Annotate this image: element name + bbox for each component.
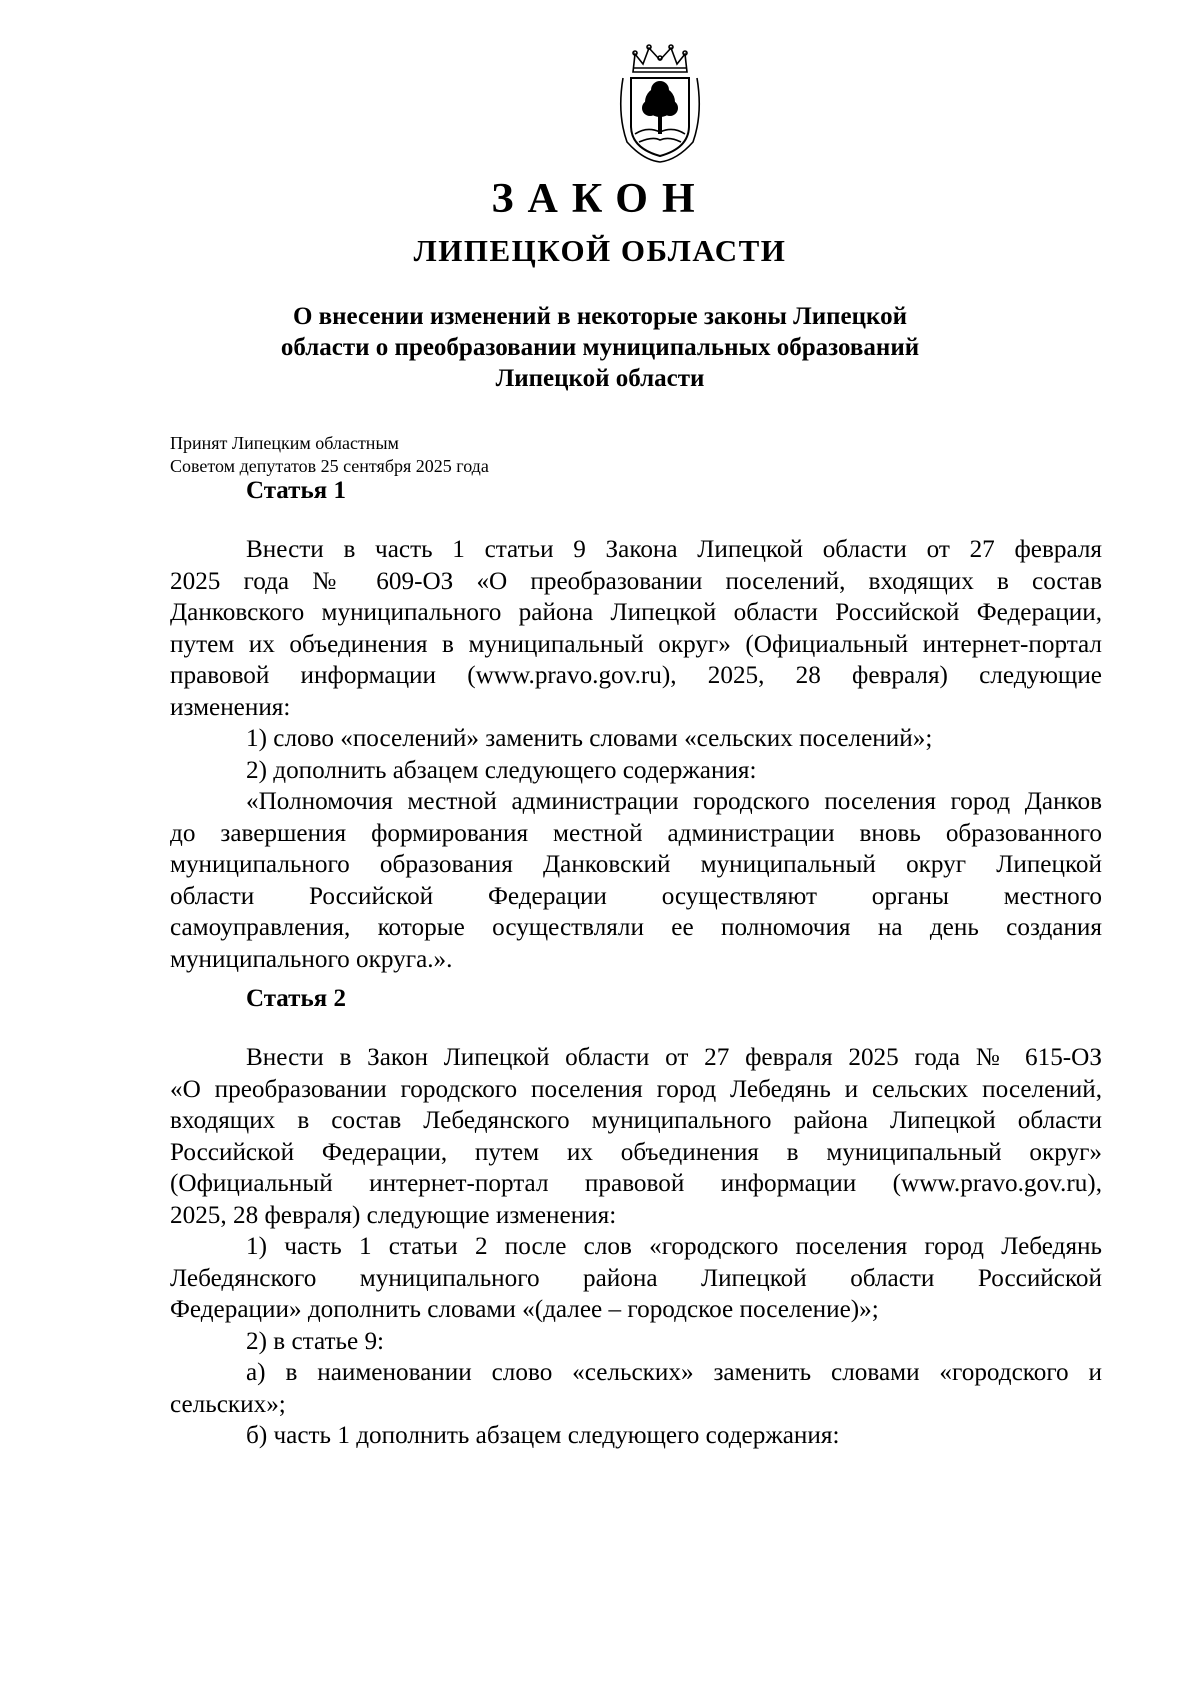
list-item: б) часть 1 дополнить абзацем следующего содержания:: [246, 1422, 840, 1449]
subject-line: области о преобразовании муниципальных образований: [280, 334, 920, 361]
text-line: Внести в Закон Липецкой области от 27 февраля 2025 года № 615-ОЗ: [246, 1044, 1102, 1071]
article-1-body: [170, 534, 1102, 975]
text-line: Федерации» дополнить словами «(далее – городское поселение)»;: [170, 1296, 879, 1323]
coat-of-arms-icon: [613, 44, 707, 164]
list-item: 2) дополнить абзацем следующего содержания:: [246, 756, 757, 784]
text-line: муниципального округа.».: [170, 945, 453, 973]
text-line: правовой информации (www.pravo.gov.ru), 2025, 28 февраля) следующие: [170, 662, 1102, 689]
text-line: Российской Федерации, путем их объединения в муниципальный округ»: [170, 1138, 1102, 1166]
document-region: ЛИПЕЦКОЙ ОБЛАСТИ: [413, 233, 787, 268]
text-line: самоуправления, которые осуществляли ее полномочия на день создания: [170, 914, 1102, 941]
article-2-body: [170, 1042, 1102, 1452]
article-1-heading: Статья 1: [246, 477, 346, 504]
list-item: а) в наименовании слово «сельских» заменить словами «городского и: [246, 1359, 1102, 1386]
text-line: «Полномочия местной администрации городского поселения город Данков: [246, 788, 1102, 815]
subject-line: Липецкой области: [495, 365, 705, 392]
text-line: сельских»;: [170, 1390, 286, 1418]
text-line: «О преобразовании городского поселения город Лебедянь и сельских поселений,: [170, 1075, 1102, 1103]
text-line: Лебедянского муниципального района Липецкой области Российской: [170, 1264, 1102, 1292]
adoption-note: [170, 432, 489, 478]
text-line: до завершения формирования местной администрации вновь образованного: [170, 819, 1102, 847]
law-subject: [240, 301, 960, 394]
document-title: ЗАКОН: [491, 176, 709, 222]
text-line: муниципального образования Данковский муниципальный округ Липецкой: [170, 851, 1102, 878]
text-line: Данковского муниципального района Липецкой области Российской Федерации,: [170, 599, 1102, 626]
text-line: (Официальный интернет-портал правовой информации (www.pravo.gov.ru),: [170, 1170, 1102, 1197]
text-line: изменения:: [170, 693, 291, 721]
text-line: области Российской Федерации осуществляют органы местного: [170, 882, 1102, 910]
text-line: Внести в часть 1 статьи 9 Закона Липецкой области от 27 февраля: [246, 536, 1102, 563]
adoption-line: Принят Липецким областным: [170, 433, 399, 453]
list-item: 2) в статье 9:: [246, 1327, 385, 1355]
text-line: 2025 года № 609-ОЗ «О преобразовании поселений, входящих в состав: [170, 567, 1102, 595]
article-2-heading: Статья 2: [246, 985, 346, 1012]
text-line: входящих в состав Лебедянского муниципального района Липецкой области: [170, 1107, 1102, 1134]
adoption-line: Советом депутатов 25 сентября 2025 года: [170, 456, 489, 476]
text-line: 2025, 28 февраля) следующие изменения:: [170, 1201, 617, 1229]
subject-line: О внесении изменений в некоторые законы Липецкой: [292, 303, 908, 330]
list-item: 1) слово «поселений» заменить словами «сельских поселений»;: [246, 725, 933, 752]
text-line: путем их объединения в муниципальный округ» (Официальный интернет-портал: [170, 630, 1102, 658]
list-item: 1) часть 1 статьи 2 после слов «городского поселения город Лебедянь: [246, 1233, 1102, 1260]
